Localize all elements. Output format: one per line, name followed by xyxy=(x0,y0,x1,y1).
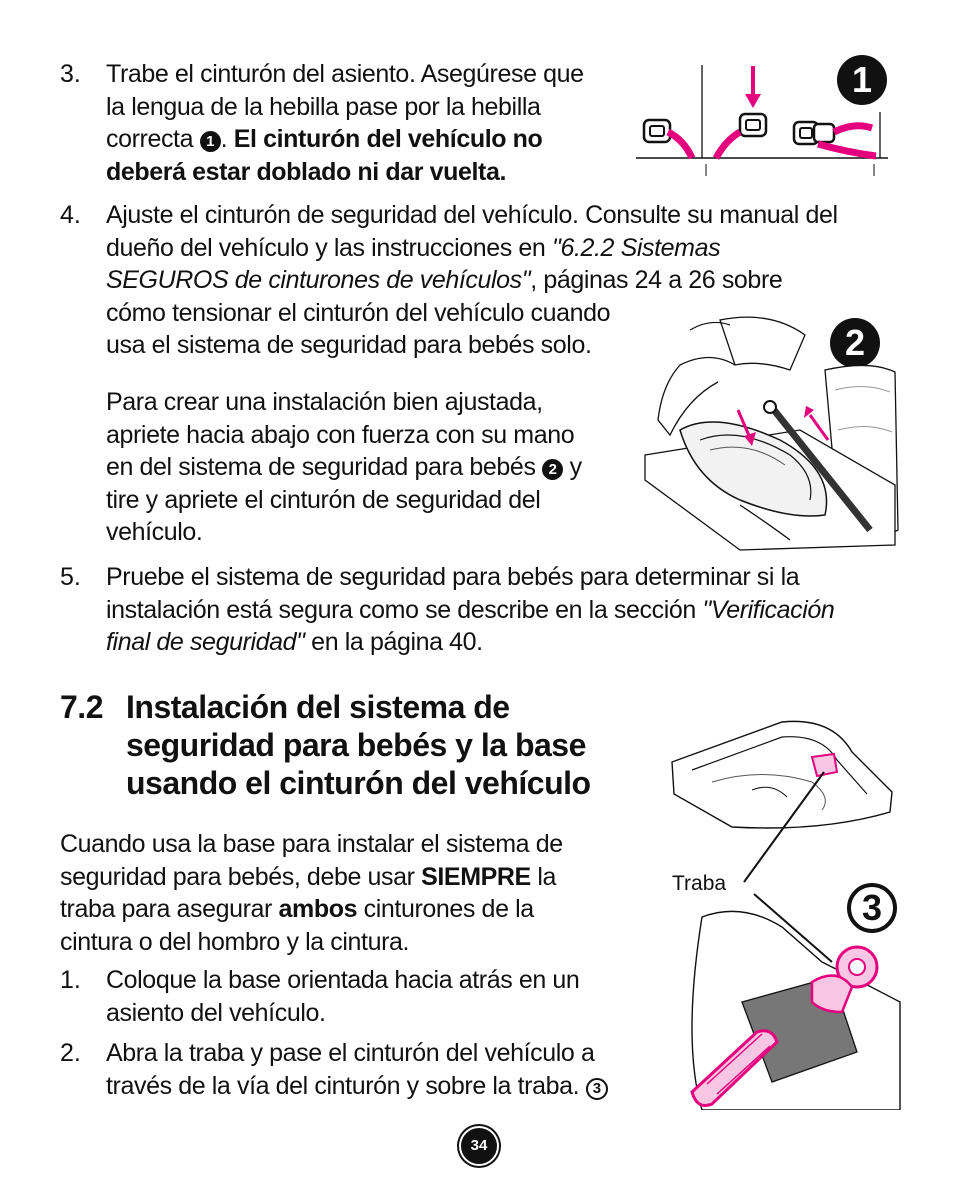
step-5-text xyxy=(106,561,896,659)
section-title-line: usando el cinturón del vehículo xyxy=(126,765,591,801)
step-4-line: apriete hacia abajo con fuerza con su mano xyxy=(106,420,575,449)
step-4-line-text: , páginas 24 a 26 sobre xyxy=(530,266,783,294)
step-3-text xyxy=(106,58,626,188)
intro-line: cintura o del hombro y la cintura. xyxy=(60,927,410,956)
step-4-line-text: en del sistema de seguridad para bebés xyxy=(106,453,536,481)
emphasis-text: SIEMPRE xyxy=(421,862,531,891)
intro-line: Cuando usa la base para instalar el sistema de xyxy=(60,830,563,858)
page-number: 34 xyxy=(459,1126,499,1166)
figure-3-illustration xyxy=(662,712,902,1110)
step-4-line xyxy=(106,264,896,297)
section-reference: final de seguridad" xyxy=(106,628,305,656)
step-3-warning: deberá estar doblado ni dar vuelta. xyxy=(106,157,507,186)
section-title-line: seguridad para bebés y la base xyxy=(126,727,586,763)
step-4-number: 4. xyxy=(60,201,81,229)
figure-2-ref-badge: 2 xyxy=(542,459,563,480)
step-4-line-text: y xyxy=(569,453,582,481)
step-5-line xyxy=(106,594,896,627)
step-5-line-text: instalación está segura como se describe en la sección xyxy=(106,595,696,624)
intro-line-text: cinturones de la xyxy=(363,895,534,923)
section-number: 7.2 xyxy=(60,689,103,725)
step-4-line: Ajuste el cinturón de seguridad del vehículo. Consulte su manual del xyxy=(106,201,838,229)
emphasis-text: ambos xyxy=(278,895,358,923)
step-4-line: Para crear una instalación bien ajustada, xyxy=(106,388,543,416)
figure-2-illustration xyxy=(640,310,900,555)
step-3-line: la lengua de la hebilla pase por la hebilla xyxy=(106,92,541,121)
figure-3-ref-badge: 3 xyxy=(586,1078,608,1100)
section-title xyxy=(126,688,626,802)
figure-1-badge: 1 xyxy=(837,55,887,105)
step-4-line xyxy=(106,451,636,484)
intro-line xyxy=(60,893,640,926)
intro-line xyxy=(60,861,640,894)
list-item-line: Abra la traba y pase el cinturón del vehículo a xyxy=(106,1039,595,1067)
intro-line-text: la xyxy=(537,862,557,891)
list-item-1-number: 1. xyxy=(60,966,81,994)
step-3-line xyxy=(106,123,626,156)
section-reference: "6.2.2 Sistemas xyxy=(551,233,721,262)
section-reference: SEGUROS de cinturones de vehículos" xyxy=(106,266,531,294)
step-5-line: Pruebe el sistema de seguridad para bebés para determinar si la xyxy=(106,563,800,591)
section-reference: "Verificación xyxy=(702,595,835,624)
list-item-2-text xyxy=(106,1037,666,1102)
list-item-line: asiento del vehículo. xyxy=(106,998,326,1027)
step-3-line-text: . xyxy=(220,125,228,153)
figure-3-label: Traba xyxy=(672,872,727,895)
step-5-line xyxy=(106,626,896,659)
list-item-line-text: través de la vía del cinturón y sobre la traba. xyxy=(106,1071,580,1100)
step-4-line: vehículo. xyxy=(106,518,203,546)
step-3-line-text: correcta xyxy=(106,125,194,153)
step-3-line xyxy=(106,156,626,189)
step-4-line: cómo tensionar el cinturón del vehículo cuando xyxy=(106,298,611,327)
step-3-number: 3. xyxy=(60,60,81,88)
figure-3-badge: 3 xyxy=(847,883,897,933)
step-5-line-text: en la página 40. xyxy=(304,628,483,656)
step-4-line: usa el sistema de seguridad para bebés solo. xyxy=(106,331,592,359)
step-4-line-text: dueño del vehículo y las instrucciones en xyxy=(106,233,546,262)
list-item-2-number: 2. xyxy=(60,1039,81,1067)
list-item-line: Coloque la base orientada hacia atrás en un xyxy=(106,966,580,994)
list-item-1-text xyxy=(106,964,646,1029)
step-3-line: Trabe el cinturón del asiento. Asegúrese que xyxy=(106,60,584,88)
intro-line-text: traba para asegurar xyxy=(60,895,272,923)
list-item-line xyxy=(106,1070,666,1103)
figure-1-ref-badge: 1 xyxy=(200,131,221,152)
step-4-paragraph-2 xyxy=(106,386,636,549)
step-5-number: 5. xyxy=(60,563,81,591)
step-4-line: tire y apriete el cinturón de seguridad del xyxy=(106,485,541,514)
section-title-line: Instalación del sistema de xyxy=(126,689,510,725)
intro-line-text: seguridad para bebés, debe usar xyxy=(60,862,415,891)
figure-1-illustration xyxy=(636,60,892,180)
figure-2-badge: 2 xyxy=(830,318,880,368)
step-4-line xyxy=(106,232,896,265)
step-3-warning: El cinturón del vehículo no xyxy=(233,125,543,153)
intro-paragraph xyxy=(60,828,640,958)
